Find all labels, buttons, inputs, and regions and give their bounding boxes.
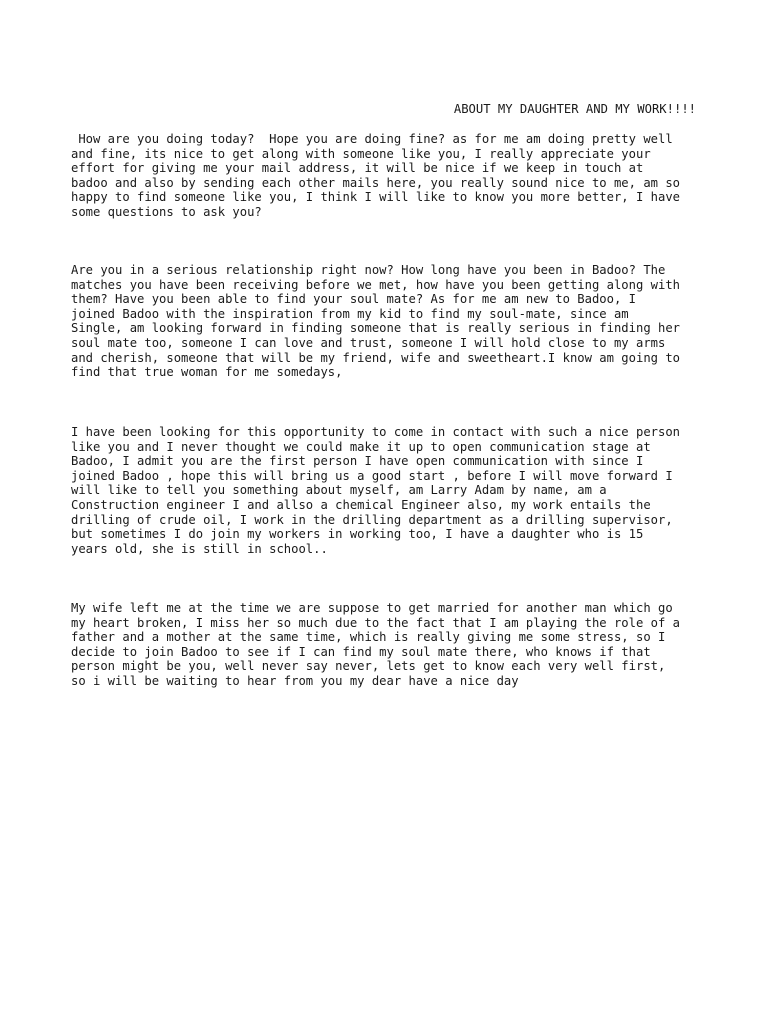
document-title: ABOUT MY DAUGHTER AND MY WORK!!!! — [453, 102, 696, 116]
paragraph-about-myself: I have been looking for this opportunity to come in contact with such a nice person like you and I never thought we could make it up to open communication stage at Badoo, I admit you are the first person I have open communication with since I joined Badoo , hope this will bring us a good start , before I will move forward I will like to tell you something about myself, am Larry Adam by name, am a Construction engineer I and allso a chemical Engineer also, my work entails the drilling of crude oil, I work in the drilling department as a drilling supervisor, but sometimes I do join my workers in working too, I have a daughter who is 15 years old, she is still in school.. — [71, 425, 681, 556]
paragraph-greeting: How are you doing today? Hope you are doing fine? as for me am doing pretty well and fine, its nice to get along with someone like you, I really appreciate your effort for giving me your mail address, it will be nice if we keep in touch at badoo and also by sending each other mails here, you really sound nice to me, am so happy to find someone like you, I think I will like to know you more better, I have some questions to ask you? — [71, 132, 681, 219]
paragraph-closing: My wife left me at the time we are suppose to get married for another man which go my heart broken, I miss her so much due to the fact that I am playing the role of a father and a mother at the same time, which is really giving me some stress, so I decide to join Badoo to see if I can find my soul mate there, who knows if that person might be you, well never say never, lets get to know each very well first, so i will be waiting to hear from you my dear have a nice day — [71, 601, 681, 688]
paragraph-relationship-questions: Are you in a serious relationship right now? How long have you been in Badoo? The matches you have been receiving before we met, how have you been getting along with them? Have you been able to find your soul mate? As for me am new to Badoo, I joined Badoo with the inspiration from my kid to find my soul-mate, since am Single, am looking forward in finding someone that is really serious in finding her soul mate too, someone I can love and trust, someone I will hold close to my arms and cherish, someone that will be my friend, wife and sweetheart.I know am going to find that true woman for me somedays, — [71, 263, 681, 380]
